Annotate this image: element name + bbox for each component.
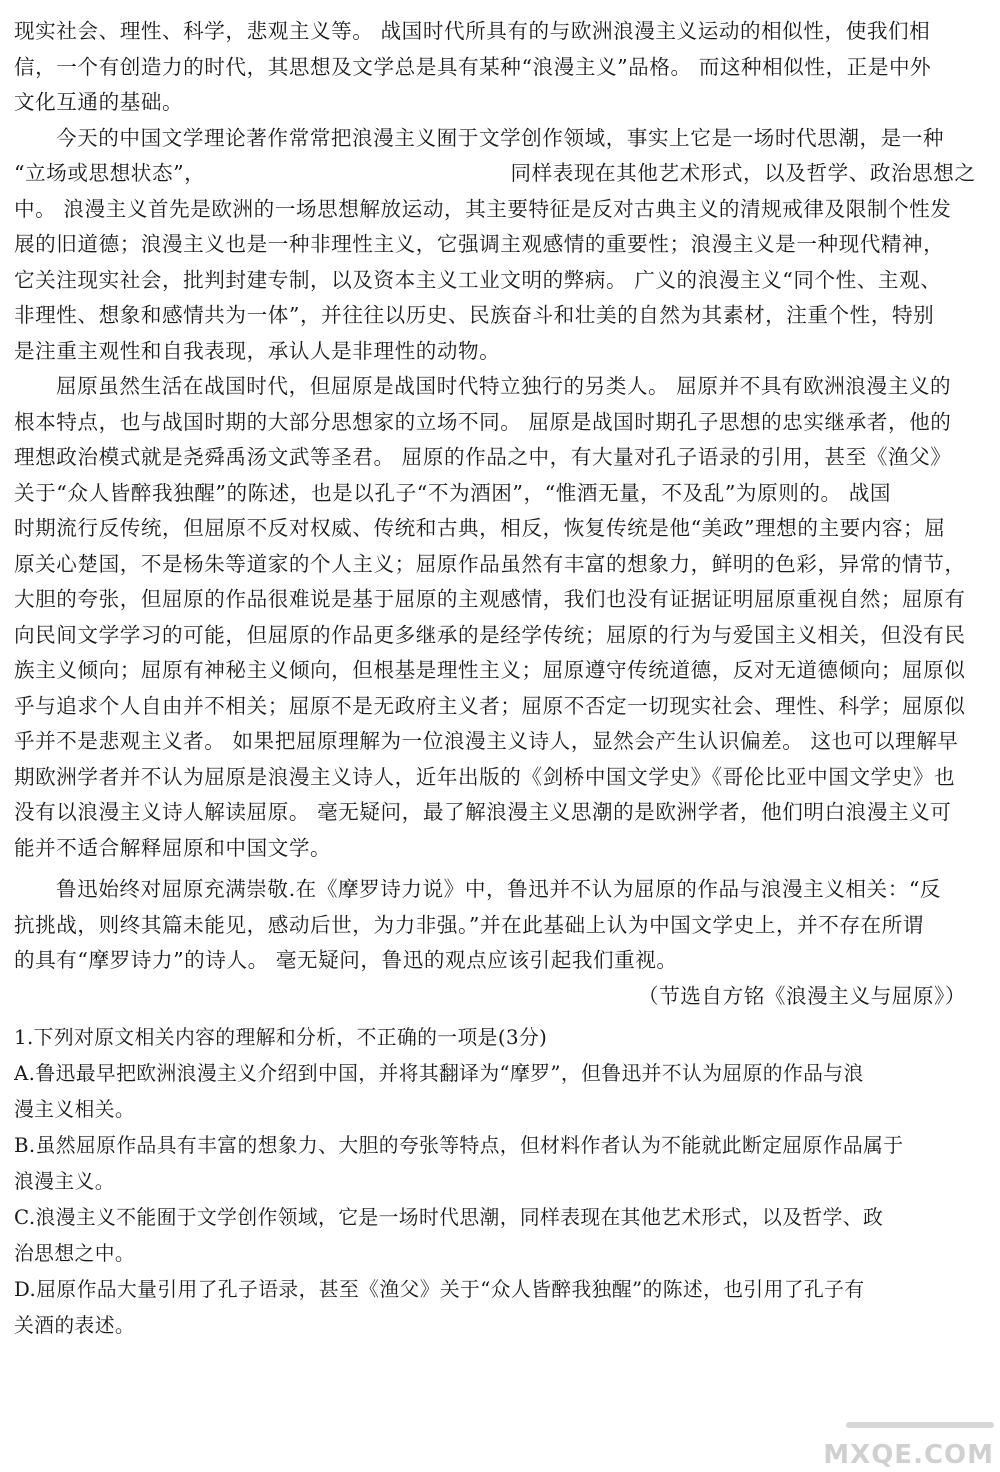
text-line: 期欧洲学者并不认为屈原是浪漫主义诗人，近年出版的《剑桥中国文学史》《哥伦比亚中国文学史》也 [14, 764, 956, 789]
question-1 [14, 1020, 994, 1344]
question-stem: 1.下列对原文相关内容的理解和分析，不正确的一项是(3分) [14, 1026, 548, 1049]
text-line: 它关注现实社会，批判封建专制，以及资本主义工业文明的弊病。 广义的浪漫主义“同个性、主观、 [14, 267, 942, 292]
passage-paragraph-1 [14, 14, 994, 121]
option-text: D.屈原作品大量引用了孔子语录，甚至《渔父》关于“众人皆醉我独醒”的陈述，也引用了孔子有 [14, 1278, 865, 1301]
option-text: 漫主义相关。 [14, 1098, 136, 1121]
option-text: B.虽然屈原作品具有丰富的想象力、大胆的夸张等特点，但材料作者认为不能就此断定屈原作品属于 [14, 1134, 904, 1157]
passage-paragraph-3 [14, 369, 994, 866]
text-line: 关于“众人皆醉我独醒”的陈述，也是以孔子“不为酒困”，“惟酒无量，不及乱”为原则的。 战国 [14, 480, 892, 505]
passage-source: （节选自方铭《浪漫主义与屈原》） [638, 983, 966, 1008]
text-line: “立场或思想状态”， 同样表现在其他艺术形式，以及哲学、政治思想之 [14, 161, 976, 185]
passage-paragraph-2 [14, 121, 994, 370]
text-line: 抗挑战，则终其篇未能见，感动后世，为力非强。”并在此基础上认为中国文学史上，并不存在所谓 [14, 912, 924, 937]
option-b[interactable] [14, 1128, 994, 1200]
watermark-text: MXQE.COM [823, 1440, 994, 1470]
option-text: 关酒的表述。 [14, 1314, 136, 1337]
text-line: 文化互通的基础。 [14, 90, 184, 114]
text-line: 今天的中国文学理论著作常常把浪漫主义囿于文学创作领域，事实上它是一场时代思潮，是一种 [56, 125, 945, 150]
option-c[interactable] [14, 1200, 994, 1272]
text-line: 向民间文学学习的可能，但屈原的作品更多继承的是经学传统；屈原的行为与爱国主义相关，但没有民 [14, 622, 966, 647]
text-line: 是注重主观性和自我表现，承认人是非理性的动物。 [14, 338, 501, 363]
text-line: 根本特点，也与战国时期的大部分思想家的立场不同。 屈原是战国时期孔子思想的忠实继承者，他的 [14, 409, 952, 434]
text-line: 族主义倾向；屈原有神秘主义倾向，但根基是理性主义；屈原遵守传统道德，反对无道德倾向；屈原似 [14, 658, 966, 682]
option-a[interactable] [14, 1056, 994, 1128]
text-line: 能并不适合解释屈原和中国文学。 [14, 835, 332, 860]
text-line: 现实社会、理性、科学，悲观主义等。 战国时代所具有的与欧洲浪漫主义运动的相似性，使我们相 [14, 19, 931, 43]
text-line: 乎并不是悲观主义者。 如果把屈原理解为一位浪漫主义诗人，显然会产生认识偏差。 这也可以理解早 [14, 729, 959, 753]
text-line: 乎与追求个人自由并不相关；屈原不是无政府主义者；屈原不否定一切现实社会、理性、科学；屈原似 [14, 693, 966, 718]
text-line: 理想政治模式就是尧舜禹汤文武等圣君。 屈原的作品之中，有大量对孔子语录的引用，甚至《渔父》 [14, 445, 952, 469]
option-text: 治思想之中。 [14, 1242, 136, 1265]
text-line: 大胆的夸张，但屈原的作品很难说是基于屈原的主观感情，我们也没有证据证明屈原重视自然；屈原有 [14, 587, 966, 611]
passage-paragraph-4 [14, 872, 994, 979]
text-line: 没有以浪漫主义诗人解读屈原。 毫无疑问，最了解浪漫主义思潮的是欧洲学者，他们明白浪漫主义可 [14, 800, 952, 824]
option-d[interactable] [14, 1272, 994, 1344]
text-line: 信，一个有创造力的时代，其思想及文学总是具有某种“浪漫主义”品格。 而这种相似性，正是中外 [14, 54, 932, 79]
text-line: 时期流行反传统，但屈原不反对权威、传统和古典，相反，恢复传统是他“美政”理想的主要内容；屈 [14, 516, 946, 540]
text-line: 屈原虽然生活在战国时代，但屈原是战国时代特立独行的另类人。 屈原并不具有欧洲浪漫主义的 [56, 374, 952, 398]
text-line: 展的旧道德；浪漫主义也是一种非理性主义，它强调主观感情的重要性；浪漫主义是一种现代精神， [14, 232, 945, 256]
option-text: C.浪漫主义不能囿于文学创作领域，它是一场时代思潮，同样表现在其他艺术形式，以及哲学、政 [14, 1206, 884, 1229]
text-line: 鲁迅始终对屈原充满崇敬.在《摩罗诗力说》中，鲁迅并不认为屈原的作品与浪漫主义相关：“反 [56, 877, 942, 901]
option-text: 浪漫主义。 [14, 1170, 115, 1193]
text-line: 非理性、想象和感情共为一体”，并往往以历史、民族奋斗和壮美的自然为其素材，注重个性，特别 [14, 303, 935, 327]
option-text: A.鲁迅最早把欧洲浪漫主义介绍到中国，并将其翻译为“摩罗”，但鲁迅并不认为屈原的作品与浪 [14, 1062, 864, 1085]
text-line: 的具有“摩罗诗力”的诗人。 毫无疑问，鲁迅的观点应该引起我们重视。 [14, 948, 678, 972]
text-line: 中。 浪漫主义首先是欧洲的一场思想解放运动，其主要特征是反对古典主义的清规戒律及限制个性发 [14, 196, 952, 221]
text-line: 原关心楚国，不是杨朱等道家的个人主义；屈原作品虽然有丰富的想象力，鲜明的色彩，异常的情节， [14, 551, 966, 576]
